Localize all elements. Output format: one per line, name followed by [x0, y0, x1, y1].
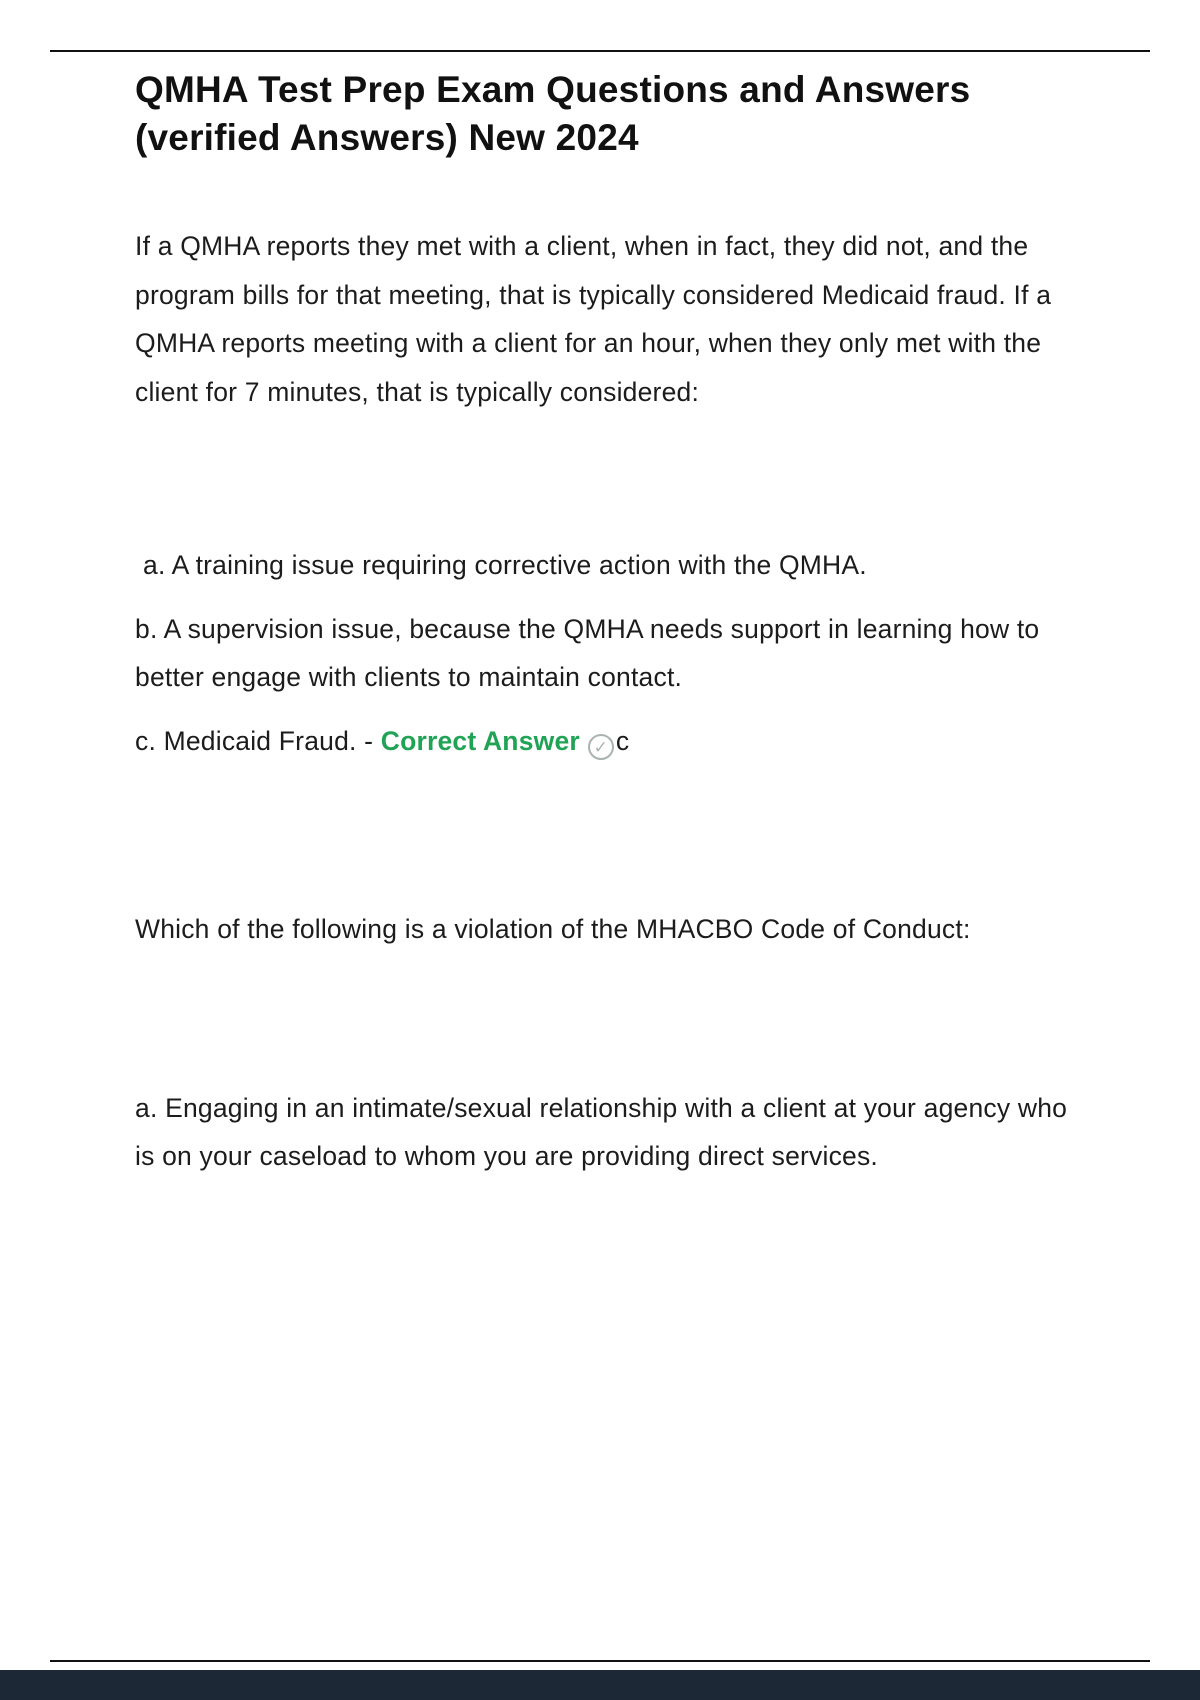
top-horizontal-rule — [50, 50, 1150, 52]
question2-text: Which of the following is a violation of the MHACBO Code of Conduct: — [135, 914, 971, 945]
question1-option-c — [135, 717, 1070, 765]
page-title: QMHA Test Prep Exam Questions and Answers (verified Answers) New 2024 — [135, 69, 971, 159]
question1-text: If a QMHA reports they met with a client, when in fact, they did not, and the program bills for that meeting, that is typically considered Medicaid fraud. If a QMHA reports meeting with a client for an hour, when they only met with the client for 7 minutes, that is typically considered: — [135, 231, 1052, 407]
document-content — [135, 66, 1070, 1181]
check-circle-icon: ✓ — [588, 734, 614, 760]
correct-answer-label: Correct Answer — [380, 725, 580, 756]
question1-option-a: a. A training issue requiring corrective action with the QMHA. — [143, 550, 867, 581]
question1-option-b: b. A supervision issue, because the QMHA needs support in learning how to better engage with clients to maintain contact. — [135, 613, 1040, 693]
question1-option-c-text: c. Medicaid Fraud. - — [135, 725, 381, 756]
answer-letter: c — [615, 725, 630, 756]
question2-option-a: a. Engaging in an intimate/sexual relationship with a client at your agency who is on your caseload to whom you are providing direct services. — [135, 1092, 1068, 1172]
footer-bar — [0, 1670, 1200, 1700]
bottom-horizontal-rule — [50, 1660, 1150, 1662]
